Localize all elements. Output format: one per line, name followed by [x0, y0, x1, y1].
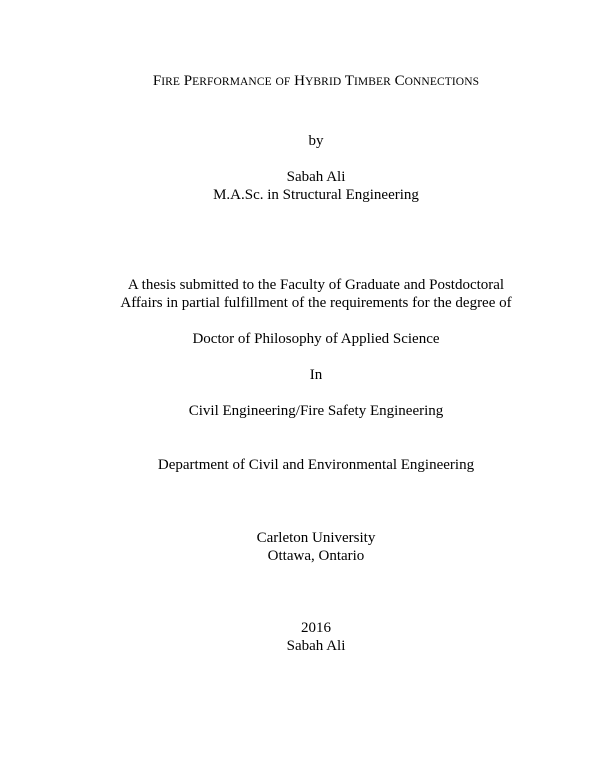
statement-line-2: Affairs in partial fulfillment of the requirements for the degree of	[120, 295, 512, 311]
author-name: Sabah Ali	[286, 169, 346, 185]
title-word-6: CONNECTIONS	[394, 73, 480, 89]
title-word-1: FIRE	[152, 73, 181, 89]
degree-name: Doctor of Philosophy of Applied Science	[192, 331, 440, 347]
thesis-title	[0, 72, 600, 91]
field-of-study: Civil Engineering/Fire Safety Engineering	[188, 403, 444, 419]
by-line: by	[308, 133, 324, 149]
title-word-4: HYBRID	[294, 73, 342, 89]
department: Department of Civil and Environmental Engineering	[157, 457, 475, 473]
location: Ottawa, Ontario	[267, 548, 365, 564]
statement-line-1: A thesis submitted to the Faculty of Graduate and Postdoctoral	[127, 277, 505, 293]
title-word-3: OF	[275, 76, 291, 88]
university: Carleton University	[256, 530, 376, 546]
in-line: In	[309, 367, 323, 383]
year: 2016	[301, 620, 331, 636]
title-word-5: TIMBER	[344, 73, 391, 89]
author-degree: M.A.Sc. in Structural Engineering	[213, 187, 419, 203]
copyright-holder: Sabah Ali	[286, 638, 346, 654]
title-word-2: PERFORMANCE	[183, 73, 272, 89]
